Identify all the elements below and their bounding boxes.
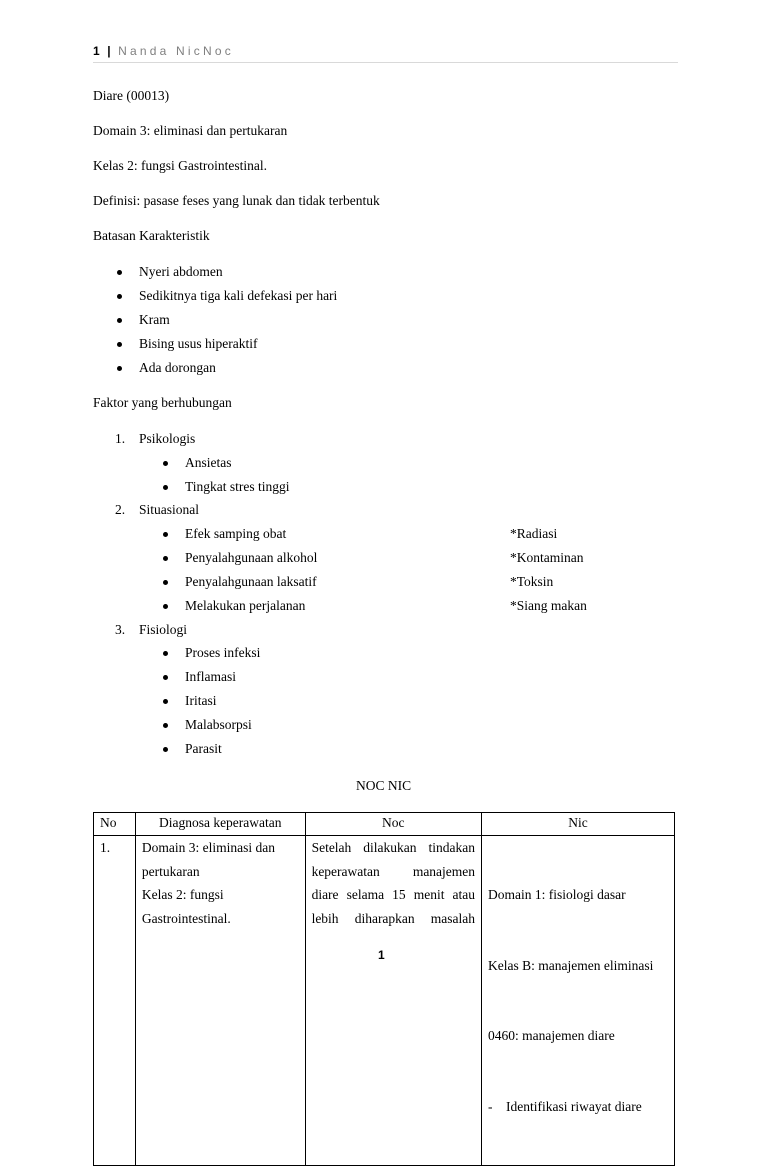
footer-page-number: 1 bbox=[378, 948, 385, 962]
batasan-heading: Batasan Karakteristik bbox=[93, 228, 210, 243]
kelas-line: Kelas 2: fungsi Gastrointestinal. bbox=[93, 158, 267, 173]
bullet-icon bbox=[163, 580, 168, 585]
bullet-icon bbox=[163, 532, 168, 537]
side-item: *Siang makan bbox=[510, 598, 587, 613]
cell-line: Domain 1: fisiologi dasar bbox=[488, 887, 626, 902]
bullet-icon bbox=[163, 675, 168, 680]
table-row bbox=[94, 836, 675, 1166]
bullet-icon bbox=[117, 294, 122, 299]
bullet-icon bbox=[163, 699, 168, 704]
bullet-icon bbox=[163, 651, 168, 656]
list-item: Iritasi bbox=[185, 693, 217, 708]
header-title: Nanda NicNoc bbox=[118, 44, 234, 58]
cell-line: Kelas B: manajemen eliminasi bbox=[488, 957, 654, 973]
header-cell-no: No bbox=[94, 813, 136, 836]
cell-nic bbox=[482, 836, 675, 1166]
list-item: Ada dorongan bbox=[139, 360, 216, 375]
group-number: 1. bbox=[115, 431, 126, 446]
group-label: Psikologis bbox=[139, 431, 196, 446]
cell-line: - Identifikasi riwayat diare bbox=[488, 1098, 642, 1114]
bullet-icon bbox=[163, 556, 168, 561]
list-item: Bising usus hiperaktif bbox=[139, 336, 258, 351]
group-label: Situasional bbox=[139, 502, 199, 517]
list-item: Penyalahgunaan alkohol bbox=[185, 550, 318, 565]
header-cell-noc: Noc bbox=[305, 813, 481, 836]
side-item: *Toksin bbox=[510, 574, 554, 589]
bullet-icon bbox=[117, 318, 122, 323]
list-item: Efek samping obat bbox=[185, 526, 287, 541]
page-header bbox=[93, 44, 234, 58]
header-cell-diagnosa: Diagnosa keperawatan bbox=[135, 813, 305, 836]
domain-line: Domain 3: eliminasi dan pertukaran bbox=[93, 123, 288, 138]
cell-line: lebih diharapkan masalah bbox=[311, 910, 476, 926]
bullet-icon bbox=[117, 270, 122, 275]
cell-no: 1. bbox=[94, 836, 136, 1166]
table-title: NOC NIC bbox=[356, 778, 412, 793]
header-separator: | bbox=[107, 44, 112, 58]
bullet-icon bbox=[163, 723, 168, 728]
header-rule bbox=[93, 62, 678, 63]
cell-line: Kelas 2: fungsi bbox=[141, 887, 224, 902]
cell-line: Setelah dilakukan tindakan bbox=[311, 840, 476, 855]
definisi-line: Definisi: pasase feses yang lunak dan tidak terbentuk bbox=[93, 193, 380, 208]
cell-line: Gastrointestinal. bbox=[141, 910, 231, 926]
list-item: Nyeri abdomen bbox=[139, 264, 223, 279]
bullet-icon bbox=[117, 342, 122, 347]
list-item: Sedikitnya tiga kali defekasi per hari bbox=[139, 288, 338, 303]
list-item: Malabsorpsi bbox=[185, 717, 252, 732]
cell-diagnosa bbox=[135, 836, 305, 1166]
list-item: Proses infeksi bbox=[185, 645, 261, 660]
bullet-icon bbox=[163, 461, 168, 466]
bullet-icon bbox=[163, 604, 168, 609]
list-item: Ansietas bbox=[185, 455, 232, 470]
side-item: *Radiasi bbox=[510, 526, 558, 541]
list-item: Inflamasi bbox=[185, 669, 236, 684]
cell-line: diare selama 15 menit atau bbox=[311, 887, 476, 902]
header-cell-nic: Nic bbox=[482, 813, 675, 836]
list-item: Tingkat stres tinggi bbox=[185, 479, 290, 494]
list-item: Penyalahgunaan laksatif bbox=[185, 574, 317, 589]
faktor-heading: Faktor yang berhubungan bbox=[93, 395, 232, 410]
list-item: Parasit bbox=[185, 741, 222, 756]
group-number: 2. bbox=[115, 502, 126, 517]
header-page-number: 1 bbox=[93, 44, 101, 58]
list-item: Kram bbox=[139, 312, 170, 327]
doc-title: Diare (00013) bbox=[93, 88, 170, 103]
group-number: 3. bbox=[115, 622, 126, 637]
side-item: *Kontaminan bbox=[510, 550, 584, 565]
group-label: Fisiologi bbox=[139, 622, 188, 637]
bullet-icon bbox=[117, 366, 122, 371]
cell-line: keperawatan manajemen bbox=[311, 863, 476, 879]
list-item: Melakukan perjalanan bbox=[185, 598, 306, 613]
cell-line: pertukaran bbox=[141, 863, 200, 879]
bullet-icon bbox=[163, 485, 168, 490]
cell-line: 0460: manajemen diare bbox=[488, 1028, 615, 1043]
bullet-icon bbox=[163, 747, 168, 752]
cell-line: Domain 3: eliminasi dan bbox=[141, 840, 276, 855]
cell-noc bbox=[305, 836, 481, 1166]
noc-nic-table bbox=[93, 812, 675, 1166]
table-header-row bbox=[94, 813, 675, 836]
